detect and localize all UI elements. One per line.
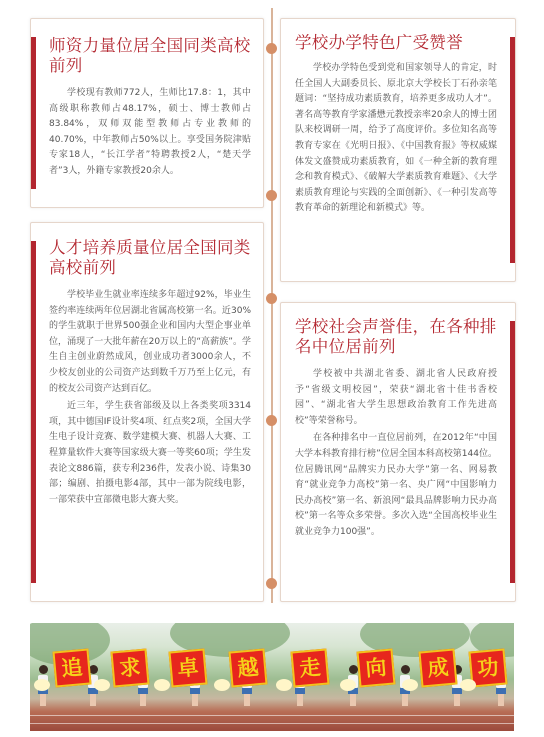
timeline-dot xyxy=(266,43,277,54)
section-paragraph: 近三年，学生获省部级及以上各类奖项3314项，其中德国IF设计奖4项、红点奖2项，全国大学生电子设计竞赛、数学建模大赛、机器人大赛、工程算量软件大赛等国家级大赛一等奖60项；学生发表论文886篇，获专利236件，发表小说、诗集30部；编剧、拍摄电影4部，其中一部为院线电影，一部荣获中宣部微电影大赛大奖。 xyxy=(49,401,251,505)
pompom-shape xyxy=(34,679,50,691)
track-lane-line xyxy=(30,715,514,716)
pompom-shape xyxy=(94,679,110,691)
section-paragraph: 学校现有教师772人，生师比17.8：1，其中高级职称教师占48.17%，硕士、博士教师占83.84%，双师双能型教师占专业教师的40.70%，中年教师占50%以上。享受国务院津贴专家18人，“长江学者”特聘教授2人，“楚天学者”3人，外籍专家教授20余人。 xyxy=(49,88,251,176)
banner-character: 走 xyxy=(290,648,329,687)
section-title: 学校办学特色广受赞誉 xyxy=(295,33,463,52)
section-paragraph: 学校被中共湖北省委、湖北省人民政府授予“省级文明校园”，荣获“湖北省十佳书香校园”、“湖北省大学生思想政治教育工作先进高校”等荣誉称号。 xyxy=(295,369,497,426)
section-title: 师资力量位居全国同类高校前列 xyxy=(49,36,251,75)
pompom-shape xyxy=(460,679,476,691)
section-title: 学校社会声誉佳，在各种排名中位居前列 xyxy=(295,317,497,356)
banner-character: 向 xyxy=(356,648,395,687)
timeline-dot xyxy=(266,578,277,589)
section-faculty xyxy=(30,18,264,208)
timeline-dot xyxy=(266,190,277,201)
section-paragraph: 学校办学特色受到党和国家领导人的肯定，时任全国人大副委员长、原北京大学校长丁石孙亲笔题词：“坚持成功素质教育，培养更多成功人才”。著名高等教育学家潘懋元教授亲率20余人的博士团队来校调研一周，给予了高度评价。多位知名高等教育专家在《光明日报》、《中国教育报》等权威媒体发文盛赞成功素质教育，如《一种全新的教育理念和教育模式》、《破解大学素质教育难题》、《大学素质教育理论与实践的全面创新》、《一种引发高等教育革命的新理论和新模式》等。 xyxy=(295,63,497,214)
banner-character: 卓 xyxy=(168,648,207,687)
section-paragraph: 学校毕业生就业率连续多年超过92%，毕业生签约率连续两年位居湖北省属高校第一名。近30%的学生就职于世界500强企业和国内大型企事业单位，涌现了一大批年薪在20万以上的“高薪族”。学生自主创业蔚然成风，创业成功者3000余人，不少校友创业的公司资产达到数千万乃至上亿元，有的校友公司资产达到百亿。 xyxy=(49,290,251,394)
timeline-dot xyxy=(266,293,277,304)
banner-character: 功 xyxy=(468,648,507,687)
pompom-shape xyxy=(340,679,356,691)
section-paragraph: 在各种排名中一直位居前列，在2012年“中国大学本科教育排行榜”位居全国本科高校第144位。位居腾讯网“品牌实力民办大学”第一名、网易教育“就业竞争力高校”第一名、央广网“中国影响力民办高校”第一名、新浪网“最具品牌影响力民办高校”第一名等众多荣誉。多次入选“全国高校毕业生就业竞争力100强”。 xyxy=(295,433,497,537)
pompom-shape xyxy=(154,679,170,691)
banner-character: 追 xyxy=(52,648,91,687)
pompom-shape xyxy=(276,679,292,691)
banner-character: 越 xyxy=(228,648,267,687)
timeline-dot xyxy=(266,415,277,426)
banner-character: 求 xyxy=(110,648,149,687)
section-social-reputation xyxy=(280,302,516,602)
pompom-shape xyxy=(214,679,230,691)
pompom-shape xyxy=(402,679,418,691)
section-school-features xyxy=(280,18,516,282)
students-banner-photo xyxy=(30,623,514,731)
section-title: 人才培养质量位居全国同类高校前列 xyxy=(49,238,251,277)
banner-character: 成 xyxy=(418,648,457,687)
track-lane-line xyxy=(30,723,514,724)
timeline-line xyxy=(271,8,273,603)
section-talent-training xyxy=(30,222,264,602)
